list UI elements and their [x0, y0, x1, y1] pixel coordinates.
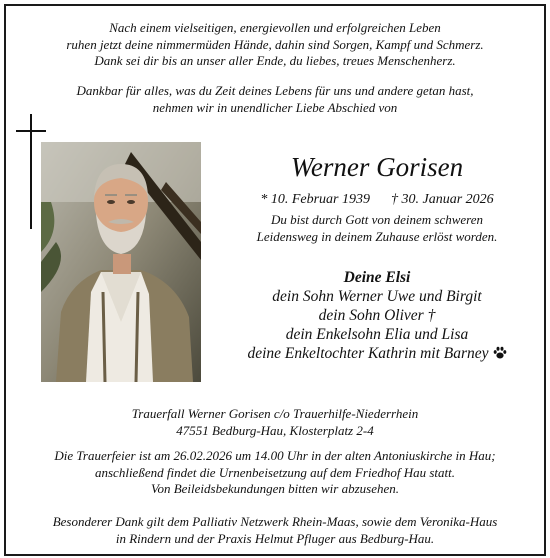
- birth-date: * 10. Februar 1939: [260, 192, 370, 207]
- address-line: Trauerfall Werner Gorisen c/o Trauerhilfe-Niederrhein: [131, 406, 419, 421]
- intro-line: Dank sei dir bis an unser aller Ende, du liebes, treues Menschenherz.: [94, 53, 456, 68]
- portrait-photo: [41, 142, 201, 382]
- obituary-notice: [4, 4, 546, 556]
- life-dates: [210, 192, 544, 208]
- thanks-line: nehmen wir in unendlicher Liebe Abschied von: [152, 99, 398, 115]
- closing-thanks: [6, 514, 544, 547]
- death-date: † 30. Januar 2026: [391, 192, 494, 207]
- paw-print-icon: [493, 346, 507, 365]
- family-member: deine Enkeltochter Kathrin mit Barney: [247, 345, 489, 362]
- memorial-text: [210, 212, 544, 245]
- ceremony-line: Von Beileidsbekundungen bitten wir abzusehen.: [150, 481, 400, 496]
- intro-line: ruhen jetzt deine nimmermüden Hände, dahin sind Sorgen, Kampf und Schmerz.: [66, 36, 484, 52]
- family-member: dein Sohn Werner Uwe und Birgit: [272, 288, 482, 305]
- family-signoff: [210, 268, 544, 365]
- ceremony-info: [6, 448, 544, 498]
- ceremony-line: Die Trauerfeier ist am 26.02.2026 um 14.00 Uhr in der alten Antoniuskirche in Hau;: [54, 448, 496, 463]
- family-lead: Deine Elsi: [343, 269, 411, 286]
- contact-address: [6, 406, 544, 439]
- family-member: dein Enkelsohn Elia und Lisa: [285, 326, 469, 343]
- thanks-line: Dankbar für alles, was du Zeit deines Lebens für uns und andere getan hast,: [76, 83, 474, 98]
- closing-line: in Rindern und der Praxis Helmut Pfluger aus Bedburg-Hau.: [115, 530, 435, 546]
- intro-line: Nach einem vielseitigen, energievollen und erfolgreichen Leben: [109, 20, 441, 35]
- family-member: dein Sohn Oliver †: [318, 307, 436, 324]
- deceased-name: Werner Gorisen: [290, 152, 464, 182]
- address-line: 47551 Bedburg-Hau, Klosterplatz 2-4: [176, 422, 374, 438]
- intro-poem: [6, 20, 544, 70]
- ceremony-line: anschließend findet die Urnenbeisetzung auf dem Friedhof Hau statt.: [95, 464, 455, 480]
- memorial-line: Du bist durch Gott von deinem schweren: [270, 212, 484, 227]
- family-member-with-pet: [210, 344, 544, 365]
- memorial-line: Leidensweg in deinem Zuhause erlöst worden.: [256, 228, 498, 244]
- thanks-text: [6, 83, 544, 116]
- closing-line: Besonderer Dank gilt dem Palliativ Netzwerk Rhein-Maas, sowie dem Veronika-Haus: [52, 514, 498, 529]
